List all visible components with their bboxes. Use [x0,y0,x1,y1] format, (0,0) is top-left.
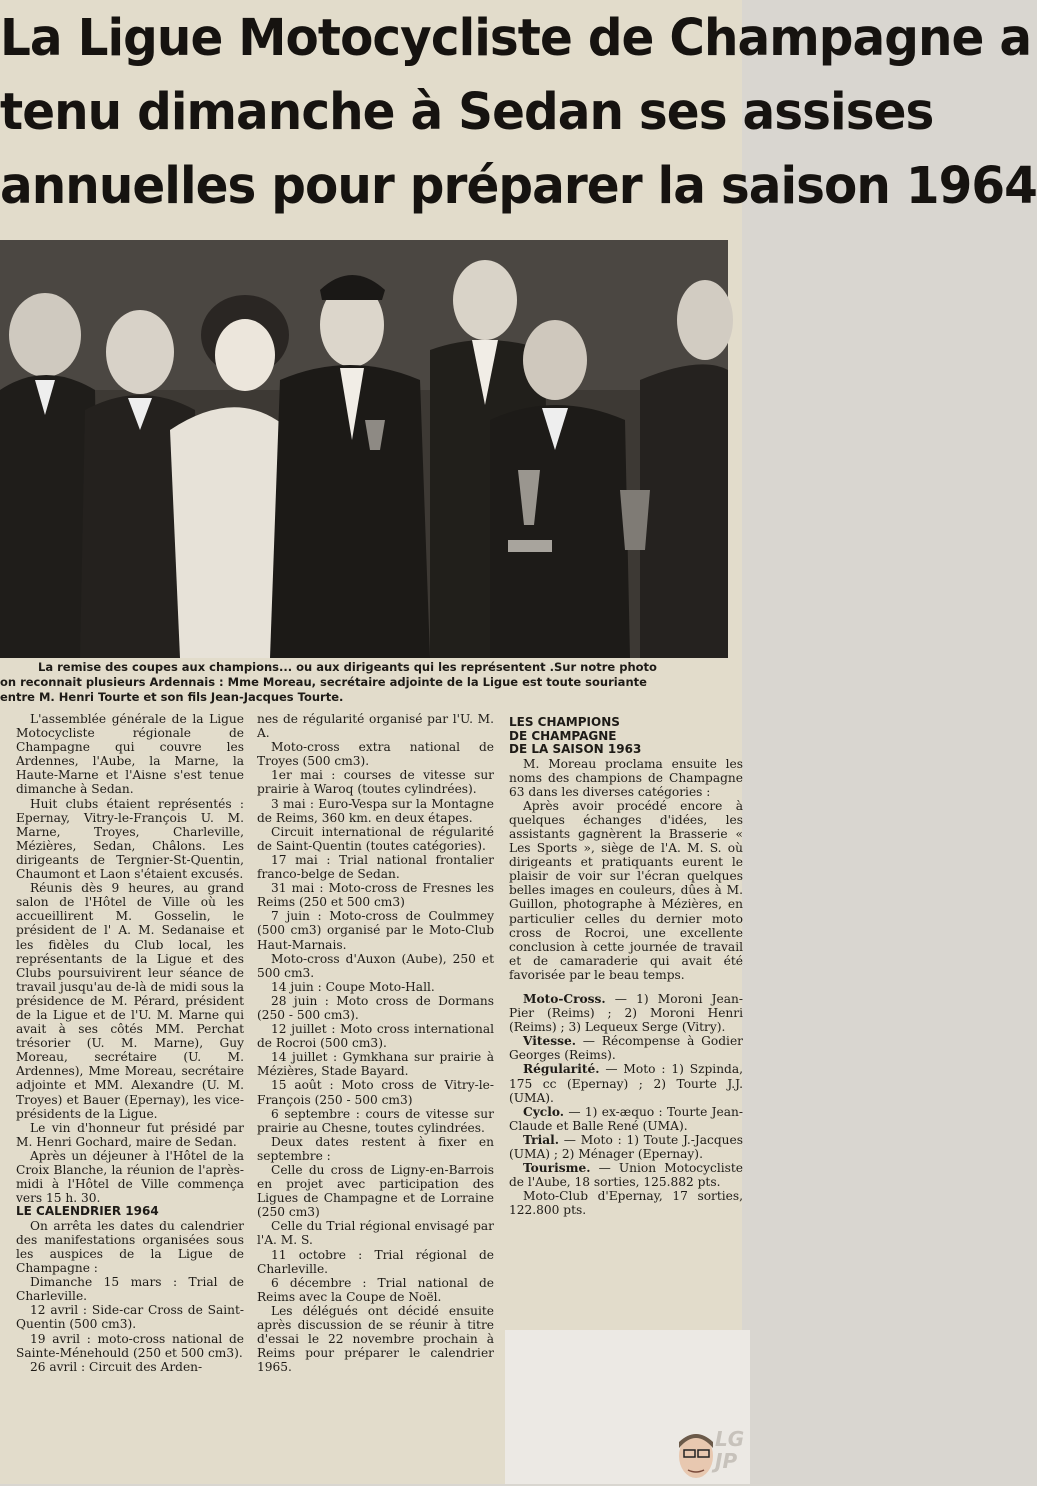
paragraph: Les délégués ont décidé ensuite après discussion de se réunir à titre d'essai le 22 novembre prochain à Reims pour préparer le calendrier 1965. [257,1303,494,1375]
calendar-item: Circuit international de régularité de Saint-Quentin (toutes catégories). [257,824,494,853]
result-text: — 1) Moroni Jean-Pier (Reims) ; 2) Moroni Henri (Reims) ; 3) Lequeux Serge (Vitry). [509,992,743,1035]
result-cyclo [509,1105,743,1133]
calendar-item: 14 juillet : Gymkhana sur prairie à Mézières, Stade Bayard. [257,1050,494,1079]
calendar-item: 6 décembre : Trial national de Reims avec la Coupe de Noël. [257,1275,494,1304]
calendar-item: 17 mai : Trial national frontalier franco-belge de Sedan. [257,852,494,882]
caption-line-3: entre M. Henri Tourte et son fils Jean-Jacques Tourte. [0,690,344,704]
result-text: — Récompense à Godier Georges (Reims). [509,1034,743,1063]
result-label: Moto-Cross. [523,992,606,1006]
paragraph: Celle du cross de Ligny-en-Barrois en projet avec participation des Ligues de Champagne et de Lorraine (250 cm3) [257,1163,494,1220]
paragraph: Après avoir procédé encore à quelques échanges d'idées, les assistants gagnèrent la Brasserie « Les Sports », siège de l'A. M. S. où dirigeants et pratiquants eurent le plaisir de voir sur l'écran quelques belles images en couleurs, dûes à M. Guillon, photographe à Mézières, en particulier celles du dernier moto cross de Rocroi, une excellente conclusion à cette journée de travail et de camaraderie qui avait été favorisée par le beau temps. [509,798,743,982]
calendar-item: 3 mai : Euro-Vespa sur la Montagne de Reims, 360 km. en deux étapes. [257,796,494,825]
paragraph: Le vin d'honneur fut présidé par M. Henri Gochard, maire de Sedan. [16,1120,244,1149]
calendar-item: 26 avril : Circuit des Arden- [30,1359,203,1374]
result-label: Cyclo. [523,1104,564,1119]
photo-caption [0,660,735,706]
calendar-item: 7 juin : Moto-cross de Coulmmey (500 cm3) organisé par le Moto-Club Haut-Marnais. [257,909,494,952]
section-heading-champions-3: DE LA SAISON 1963 [509,742,642,756]
result-text: — 1) ex-æquo : Tourte Jean-Claude et Balle René (UMA). [509,1104,743,1133]
article-column-3 [509,716,743,1218]
result-vitesse [509,1034,743,1062]
result-label: Trial. [523,1132,560,1147]
paragraph: On arrêta les dates du calendrier des manifestations organisées sous les auspices de la Ligue de Champagne : [16,1218,244,1276]
calendar-item: 14 juin : Coupe Moto-Hall. [271,979,435,994]
result-text: — Union Motocycliste de l'Aube, 18 sorties, 125.882 pts. [509,1161,743,1190]
headline-line-3: annuelles pour préparer la saison 1964 [0,157,1037,216]
article-column-1 [16,712,244,1374]
paragraph: Celle du Trial régional envisagé par l'A. M. S. [257,1219,494,1248]
caption-line-1: La remise des coupes aux champions... ou aux dirigeants qui les représentent .Sur notre photo [38,660,657,674]
paragraph: Réunis dès 9 heures, au grand salon de l'Hôtel de Ville où les accueillirent M. Gosselin, le président de l' A. M. Sedanaise et les fidèles du Club local, les représentants de la Ligue et des Clubs poursuivirent leur séance de travail jusqu'au de-là de midi sous la présidence de M. Pérard, président de la Ligue et de l'U. M. Marne qui avait à ses côtés MM. Perchat trésorier (U. M. Marne), Guy Moreau, secrétaire (U. M. Ardennes), Mme Moreau, secrétaire adjointe et MM. Alexandre (U. M. Troyes) et Bauer (Epernay), les vice-présidents de la Ligue. [16,881,244,1121]
result-tourisme [509,1161,743,1189]
calendar-item: Moto-cross d'Auxon (Aube), 250 et 500 cm3. [257,951,494,980]
calendar-item: Dimanche 15 mars : Trial de Charleville. [16,1275,244,1304]
paragraph: Après un déjeuner à l'Hôtel de la Croix Blanche, la réunion de l'après-midi à l'Hôtel de Ville commença vers 15 h. 30. [16,1148,244,1206]
calendar-item: 1er mai : courses de vitesse sur prairie à Waroq (toutes cylindrées). [257,768,494,797]
calendar-item: nes de régularité organisé par l'U. M. A. [257,712,494,741]
result-text: — Moto : 1) Toute J.-Jacques (UMA) ; 2) Ménager (Epernay). [509,1132,743,1162]
paragraph: Deux dates restent à fixer en septembre : [257,1134,494,1163]
caption-line-2: on reconnait plusieurs Ardennais : Mme Moreau, secrétaire adjointe de la Ligue est toute souriante [0,675,647,689]
calendar-item: Moto-cross extra national de Troyes (500 cm3). [257,740,494,769]
news-photo [0,240,728,658]
calendar-item: 28 juin : Moto cross de Dormans (250 - 500 cm3). [257,993,494,1022]
paragraph: Huit clubs étaient représentés : Epernay, Vitry-le-François U. M. Marne, Troyes, Charleville, Mézières, Sedan, Châlons. Les dirigeants de Tergnier-St-Quentin, Chaumont et Laon s'étaient excusés. [16,796,244,882]
calendar-item: 31 mai : Moto-cross de Fresnes les Reims (250 et 500 cm3) [257,881,494,910]
calendar-item: 15 août : Moto cross de Vitry-le-François (250 - 500 cm3) [257,1078,494,1107]
result-label: Régularité. [523,1062,600,1077]
paragraph: L'assemblée générale de la Ligue Motocycliste régionale de Champagne qui couvre les Ardennes, l'Aube, la Marne, la Haute-Marne et l'Aisne s'est tenue dimanche à Sedan. [16,712,244,797]
logo-text-line-2: JP [715,1449,738,1473]
calendar-item: 12 avril : Side-car Cross de Saint-Quentin (500 cm3). [16,1303,244,1332]
section-heading-champions: LES CHAMPIONS [509,715,620,729]
article-column-2 [257,712,494,1374]
headline-line-2: tenu dimanche à Sedan ses assises [0,83,934,142]
logo-text-line-1: LG [715,1427,745,1451]
calendar-item: 11 octobre : Trial régional de Charleville. [257,1247,494,1276]
result-moto-cross [509,992,743,1034]
result-trial [509,1133,743,1161]
result-regularite [509,1062,743,1104]
paragraph: M. Moreau proclama ensuite les noms des champions de Champagne 63 dans les diverses catégories : [509,756,743,799]
result-label: Tourisme. [523,1161,591,1176]
result-label: Vitesse. [523,1034,576,1049]
result-tourisme-2: Moto-Club d'Epernay, 17 sorties, 122.800 pts. [509,1189,743,1218]
result-text: — Moto : 1) Szpinda, 175 cc (Epernay) ; 2) Tourte J.J. (UMA). [509,1062,743,1105]
headline [0,2,1037,232]
headline-line-1: La Ligue Motocycliste de Champagne a [0,9,1032,68]
collector-logo-text [715,1428,749,1472]
section-heading-calendar: LE CALENDRIER 1964 [16,1204,159,1219]
calendar-item: 19 avril : moto-cross national de Sainte-Ménehould (250 et 500 cm3). [16,1331,244,1360]
section-heading-champions-2: DE CHAMPAGNE [509,728,617,743]
calendar-item: 12 juillet : Moto cross international de Rocroi (500 cm3). [257,1022,494,1051]
calendar-item: 6 septembre : cours de vitesse sur prairie au Chesne, toutes cylindrées. [257,1106,494,1135]
